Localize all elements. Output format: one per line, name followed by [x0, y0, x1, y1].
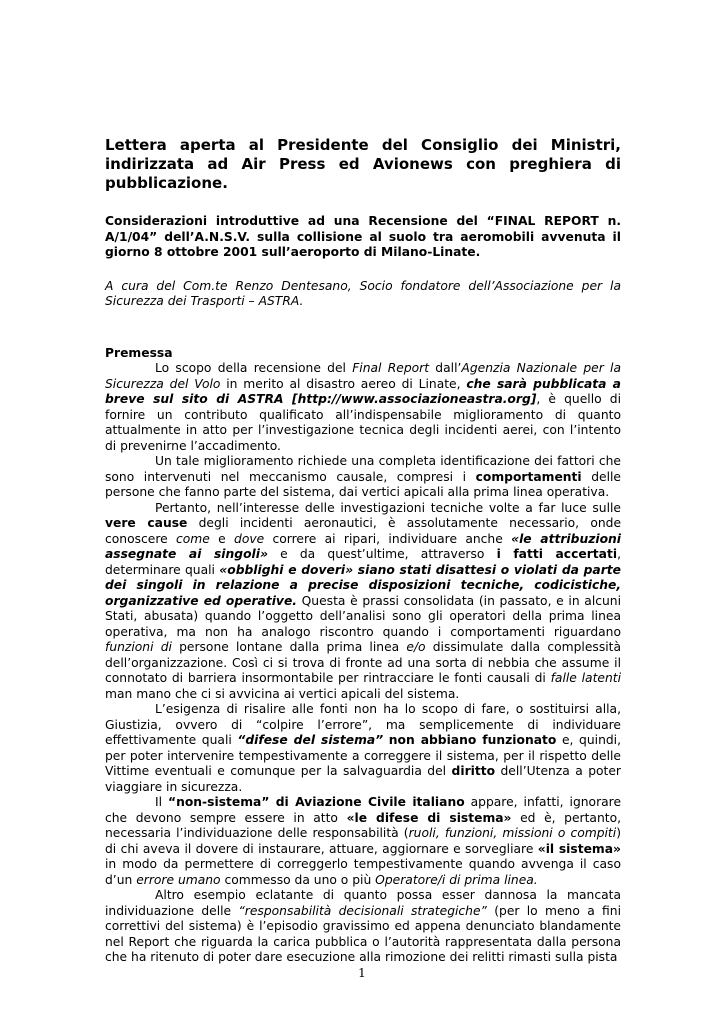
text-run: appare, infatti, ignorare che devono sempre essere in atto: [105, 795, 622, 825]
text-run: Lo scopo della recensione del: [155, 361, 353, 375]
text-run: «le difese di sistema»: [346, 810, 512, 825]
text-run: dall’: [429, 361, 462, 375]
text-run: L’esigenza di risalire alle fonti non ha lo scopo di fare, o sostituirsi alla, Giustizia, ovvero di “colpire l’errore”, ma semplicemente di individuare effettivamente quali: [105, 702, 621, 747]
text-run: diritto: [451, 764, 496, 778]
body-paragraph: [105, 361, 621, 454]
body-paragraph: [105, 454, 621, 501]
text-run: dissimulate dalla complessità dell’organizzazione. Così ci si trova di fronte ad una sorta di nebbia che assume il connotato di barriera insormontabile per rintracciare le fonti causali di: [105, 640, 621, 685]
text-run: (per lo meno a fini correttivi del sistema) è l’episodio gravissimo ed appena denunciato blandamente nel Report che riguarda la carica pubblica o l’autorità rappresentata dalla persona che ha ritenuto di poter dare esecuzione alla rimozione dei relitti rimasti sulla pista: [105, 903, 621, 964]
document-title: Lettera aperta al Presidente del Consiglio dei Ministri, indirizzata ad Air Press ed Avionews con preghiera di pubblicazione.: [105, 136, 621, 192]
text-run: «il sistema»: [537, 841, 621, 856]
text-run: “responsabilità decisionali strategiche”: [238, 903, 487, 918]
body-text: [105, 361, 621, 966]
text-run: che sarà pubblicata a breve sul sito di ASTRA [http://www.associazioneastra.org]: [105, 376, 621, 406]
body-paragraph: [105, 795, 621, 888]
text-run: comportamenti: [475, 469, 582, 484]
section-heading-premessa: Premessa: [105, 345, 173, 360]
text-run: «le attribuzioni assegnate ai singoli»: [105, 531, 621, 561]
text-run: falle latenti: [550, 671, 622, 685]
text-run: man mano che ci si avvicina ai vertici apicali del sistema.: [105, 686, 460, 701]
text-run: Pertanto, nell’interesse delle investigazioni tecniche volte a far luce sulle: [155, 500, 621, 515]
document-page: [105, 136, 621, 966]
text-run: in merito al disastro aereo di Linate,: [220, 376, 467, 391]
text-run: Operatore/i di prima linea.: [375, 872, 538, 887]
text-run: “difese del sistema”: [237, 733, 384, 747]
text-run: ed è, pertanto, necessaria l’individuazione delle responsabilità (: [105, 810, 622, 840]
text-run: Questa è prassi consolidata (in passato, e in alcuni Stati, abusata) quando l’oggetto dell’analisi sono gli operatori della prima linea operativa, ma non ha analogo riscontro quando i comportamenti riguardano: [105, 593, 621, 639]
text-run: ) di chi aveva il dovere di instaurare, attuare, aggiornare e sorvegliare: [105, 826, 621, 856]
body-paragraph: [105, 888, 621, 966]
text-run: , determinare quali: [105, 547, 621, 577]
author-line: A cura del Com.te Renzo Dentesano, Socio fondatore dell’Associazione per la Sicurezza dei Trasporti – ASTRA.: [105, 278, 621, 308]
text-run: in modo da permettere di correggerlo tempestivamente quando avvenga il caso d’un: [105, 857, 621, 887]
text-run: vere cause: [105, 516, 188, 530]
text-run: “non-sistema” di Aviazione Civile italiano: [168, 795, 465, 809]
text-run: «obblighi e doveri» siano stati disattesi o violati da parte dei singoli in relazione a precise disposizioni tecniche, codicistiche, organizzative ed operative.: [105, 562, 621, 608]
text-run: dell’Utenza a poter viaggiare in sicurezza.: [105, 764, 621, 794]
text-run: degli incidenti aeronautici, è assolutamente necessario, onde conoscere: [105, 516, 622, 546]
text-run: commesso da uno o più: [220, 872, 376, 887]
page-number: 1: [358, 966, 366, 980]
text-run: persone lontane dalla prima linea: [171, 640, 407, 654]
text-run: e da quest’ultime, attraverso: [267, 547, 497, 561]
text-run: delle persone che fanno parte del sistema, dai vertici apicali alla prima linea operativa.: [105, 469, 621, 499]
text-run: Altro esempio eclatante di quanto possa esser dannosa la mancata individuazione delle: [105, 888, 621, 918]
text-run: errore umano: [136, 872, 221, 887]
body-paragraph: [105, 702, 621, 795]
text-run: i fatti accertati: [496, 547, 618, 561]
body-paragraph: [105, 501, 621, 703]
text-run: non abbiano funzionato: [388, 733, 557, 747]
text-run: Final Report: [352, 361, 430, 375]
text-run: funzioni di: [105, 640, 172, 654]
text-run: Agenzia Nazionale per la Sicurezza del Volo: [105, 361, 622, 391]
text-run: e: [209, 531, 235, 546]
document-subtitle: Considerazioni introduttive ad una Recensione del “FINAL REPORT n. A/1/04” dell’A.N.S.V. sulla collisione al suolo tra aeromobili avvenuta il giorno 8 ottobre 2001 sull’aeroporto di Milano-Linate.: [105, 214, 621, 259]
text-run: , è quello di fornire un contributo qualificato all’indispensabile miglioramento di quanto attualmente in atto per l’investigazione tecnica degli incidenti aerei, con l’intento di prevenirne l’accadimento.: [105, 392, 621, 453]
text-run: correre ai ripari, individuare anche: [264, 531, 512, 546]
text-run: ruoli, funzioni, missioni o compiti: [408, 826, 617, 840]
text-run: Un tale miglioramento richiede una completa identificazione dei fattori che sono intervenuti nel meccanismo causale, compresi i: [105, 454, 621, 484]
text-run: Il: [155, 795, 169, 809]
text-run: e/o: [406, 640, 426, 654]
text-run: dove: [234, 531, 265, 546]
text-run: e, quindi, per poter intervenire tempestivamente a correggere il sistema, per il rispetto delle Vittime eventuali e comunque per la salvaguardia del: [105, 733, 621, 778]
text-run: come: [176, 531, 210, 546]
